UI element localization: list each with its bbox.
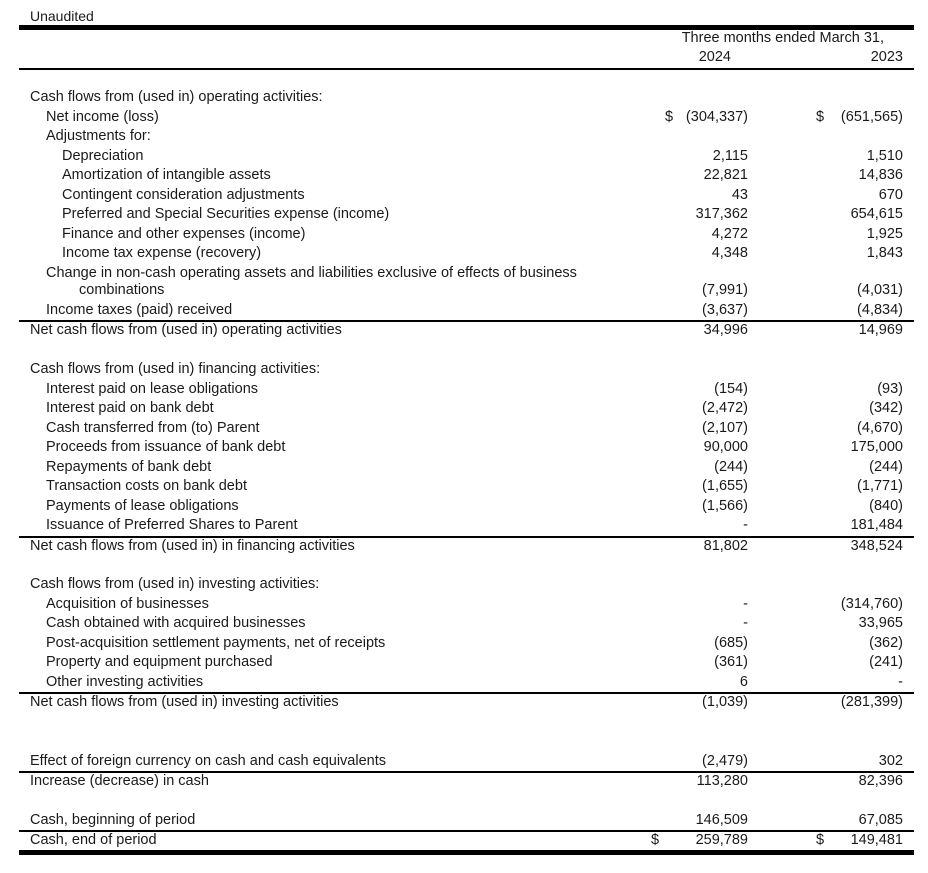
value-2023: 348,524 — [850, 538, 903, 554]
currency-symbol: $ — [651, 832, 660, 848]
row-label: Transaction costs on bank debt — [46, 478, 247, 494]
table-row — [0, 419, 928, 439]
table-row — [0, 614, 928, 634]
value-2023: 67,085 — [858, 812, 903, 828]
row-label: Cash flows from (used in) financing activities: — [30, 361, 321, 377]
table-row — [0, 205, 928, 225]
row-label: Adjustments for: — [46, 128, 151, 144]
value-2024: (361) — [714, 654, 748, 670]
row-label: Income taxes (paid) received — [46, 302, 233, 318]
value-2024: (244) — [714, 459, 748, 475]
table-row-cash-end — [0, 831, 928, 851]
table-row — [0, 399, 928, 419]
value-2024: 146,509 — [695, 812, 748, 828]
caption-unaudited: Unaudited — [30, 8, 94, 24]
value-2023: 149,481 — [850, 832, 903, 848]
value-2024: 6 — [739, 674, 748, 690]
value-2023: 1,510 — [866, 148, 903, 164]
value-2024: (1,039) — [702, 694, 748, 710]
value-2023: (244) — [869, 459, 903, 475]
header-rule — [19, 68, 914, 70]
table-row-cash-beginning — [0, 811, 928, 831]
value-2023: 14,969 — [858, 322, 903, 338]
row-label: Other investing activities — [46, 674, 204, 690]
row-label: Interest paid on bank debt — [46, 400, 214, 416]
value-2024: 113,280 — [696, 773, 748, 789]
value-2023: (4,834) — [857, 302, 903, 318]
row-label: Effect of foreign currency on cash and cash equivalents — [30, 753, 387, 769]
row-label: Cash, beginning of period — [30, 812, 196, 828]
row-label: Change in non-cash operating assets and liabilities exclusive of effects of business — [46, 265, 577, 281]
value-2023: (362) — [869, 635, 903, 651]
value-2024: (3,637) — [702, 302, 748, 318]
table-row-income-taxes — [0, 301, 928, 321]
currency-symbol: $ — [816, 109, 825, 125]
section-title-financing — [0, 360, 928, 380]
row-label: Cash transferred from (to) Parent — [46, 420, 260, 436]
table-row-increase-in-cash — [0, 772, 928, 792]
value-2023: (1,771) — [857, 478, 903, 494]
value-2024: - — [743, 517, 748, 533]
currency-symbol: $ — [665, 109, 674, 125]
value-2024: (1,566) — [702, 498, 748, 514]
table-row-investing-total — [0, 693, 928, 713]
table-row — [0, 595, 928, 615]
row-label: Acquisition of businesses — [46, 596, 209, 612]
row-label: Issuance of Preferred Shares to Parent — [46, 517, 298, 533]
value-2023: (93) — [877, 381, 903, 397]
row-label: combinations — [79, 282, 165, 298]
row-label: Contingent consideration adjustments — [62, 187, 305, 203]
row-label: Post-acquisition settlement payments, net of receipts — [46, 635, 386, 651]
value-2024: - — [743, 596, 748, 612]
value-2023: (342) — [869, 400, 903, 416]
value-2023: (651,565) — [840, 109, 903, 125]
value-2023: 181,484 — [850, 517, 903, 533]
row-label: Preferred and Special Securities expense (income) — [62, 206, 390, 222]
table-row-financing-total — [0, 537, 928, 557]
table-row — [0, 673, 928, 693]
table-row — [0, 186, 928, 206]
row-label: Repayments of bank debt — [46, 459, 212, 475]
value-2024: 90,000 — [703, 439, 748, 455]
value-2023: 302 — [878, 753, 903, 769]
value-2024: (685) — [714, 635, 748, 651]
row-label: Net cash flows from (used in) in financing activities — [30, 538, 355, 554]
row-label: Cash, end of period — [30, 832, 157, 848]
value-2023: - — [898, 674, 903, 690]
row-label: Finance and other expenses (income) — [62, 226, 306, 242]
value-2024: (1,655) — [702, 478, 748, 494]
value-2024: 4,348 — [711, 245, 748, 261]
table-row — [0, 458, 928, 478]
column-header-period: Three months ended March 31, — [681, 30, 884, 46]
value-2023: (4,670) — [857, 420, 903, 436]
value-2024: 22,821 — [703, 167, 748, 183]
table-row-net-income — [0, 108, 928, 128]
table-row-fx-effect — [0, 752, 928, 772]
value-2024: (2,107) — [702, 420, 748, 436]
table-row-operating-total — [0, 321, 928, 341]
table-row-noncash — [0, 281, 928, 301]
table-row — [0, 516, 928, 536]
row-label: Cash obtained with acquired businesses — [46, 615, 306, 631]
value-2023: (281,399) — [840, 694, 903, 710]
value-2023: (314,760) — [840, 596, 903, 612]
table-row — [0, 497, 928, 517]
value-2023: 82,396 — [858, 773, 903, 789]
currency-symbol: $ — [816, 832, 825, 848]
value-2023: 14,836 — [858, 167, 903, 183]
adjustments-heading — [0, 127, 928, 147]
section-title-operating — [0, 88, 928, 108]
table-row — [0, 477, 928, 497]
value-2024: 317,362 — [695, 206, 748, 222]
value-2024: (304,337) — [685, 109, 748, 125]
row-label: Property and equipment purchased — [46, 654, 273, 670]
table-row — [0, 225, 928, 245]
row-label: Net income (loss) — [46, 109, 159, 125]
row-label: Cash flows from (used in) investing activities: — [30, 576, 320, 592]
value-2024: (7,991) — [702, 282, 748, 298]
table-row — [0, 380, 928, 400]
column-header-2024: 2024 — [698, 49, 731, 65]
value-2023: 670 — [878, 187, 903, 203]
value-2023: (840) — [869, 498, 903, 514]
value-2024: (154) — [714, 381, 748, 397]
table-row — [0, 634, 928, 654]
table-row — [0, 147, 928, 167]
row-label: Net cash flows from (used in) operating activities — [30, 322, 342, 338]
value-2024: (2,479) — [702, 753, 748, 769]
row-label: Increase (decrease) in cash — [30, 773, 209, 789]
row-label: Proceeds from issuance of bank debt — [46, 439, 286, 455]
table-row — [0, 166, 928, 186]
row-label: Amortization of intangible assets — [62, 167, 271, 183]
value-2023: 1,925 — [866, 226, 903, 242]
row-label: Payments of lease obligations — [46, 498, 239, 514]
row-label: Cash flows from (used in) operating activities: — [30, 89, 323, 105]
value-2023: (4,031) — [857, 282, 903, 298]
value-2024: 43 — [731, 187, 748, 203]
section-title-investing — [0, 575, 928, 595]
table-row — [0, 653, 928, 673]
row-label: Net cash flows from (used in) investing activities — [30, 694, 339, 710]
value-2024: 34,996 — [703, 322, 748, 338]
value-2023: 654,615 — [850, 206, 903, 222]
bottom-thick-rule — [19, 850, 914, 855]
column-header-2023: 2023 — [870, 49, 903, 65]
value-2024: 4,272 — [711, 226, 748, 242]
row-label: Depreciation — [62, 148, 144, 164]
value-2024: 81,802 — [703, 538, 748, 554]
value-2024: 2,115 — [712, 148, 748, 164]
value-2024: - — [743, 615, 748, 631]
value-2023: 33,965 — [858, 615, 903, 631]
value-2023: (241) — [869, 654, 903, 670]
table-row — [0, 244, 928, 264]
row-label: Income tax expense (recovery) — [62, 245, 262, 261]
row-label: Interest paid on lease obligations — [46, 381, 259, 397]
value-2024: (2,472) — [702, 400, 748, 416]
value-2024: 259,789 — [695, 832, 748, 848]
value-2023: 1,843 — [866, 245, 903, 261]
table-row — [0, 438, 928, 458]
value-2023: 175,000 — [850, 439, 903, 455]
